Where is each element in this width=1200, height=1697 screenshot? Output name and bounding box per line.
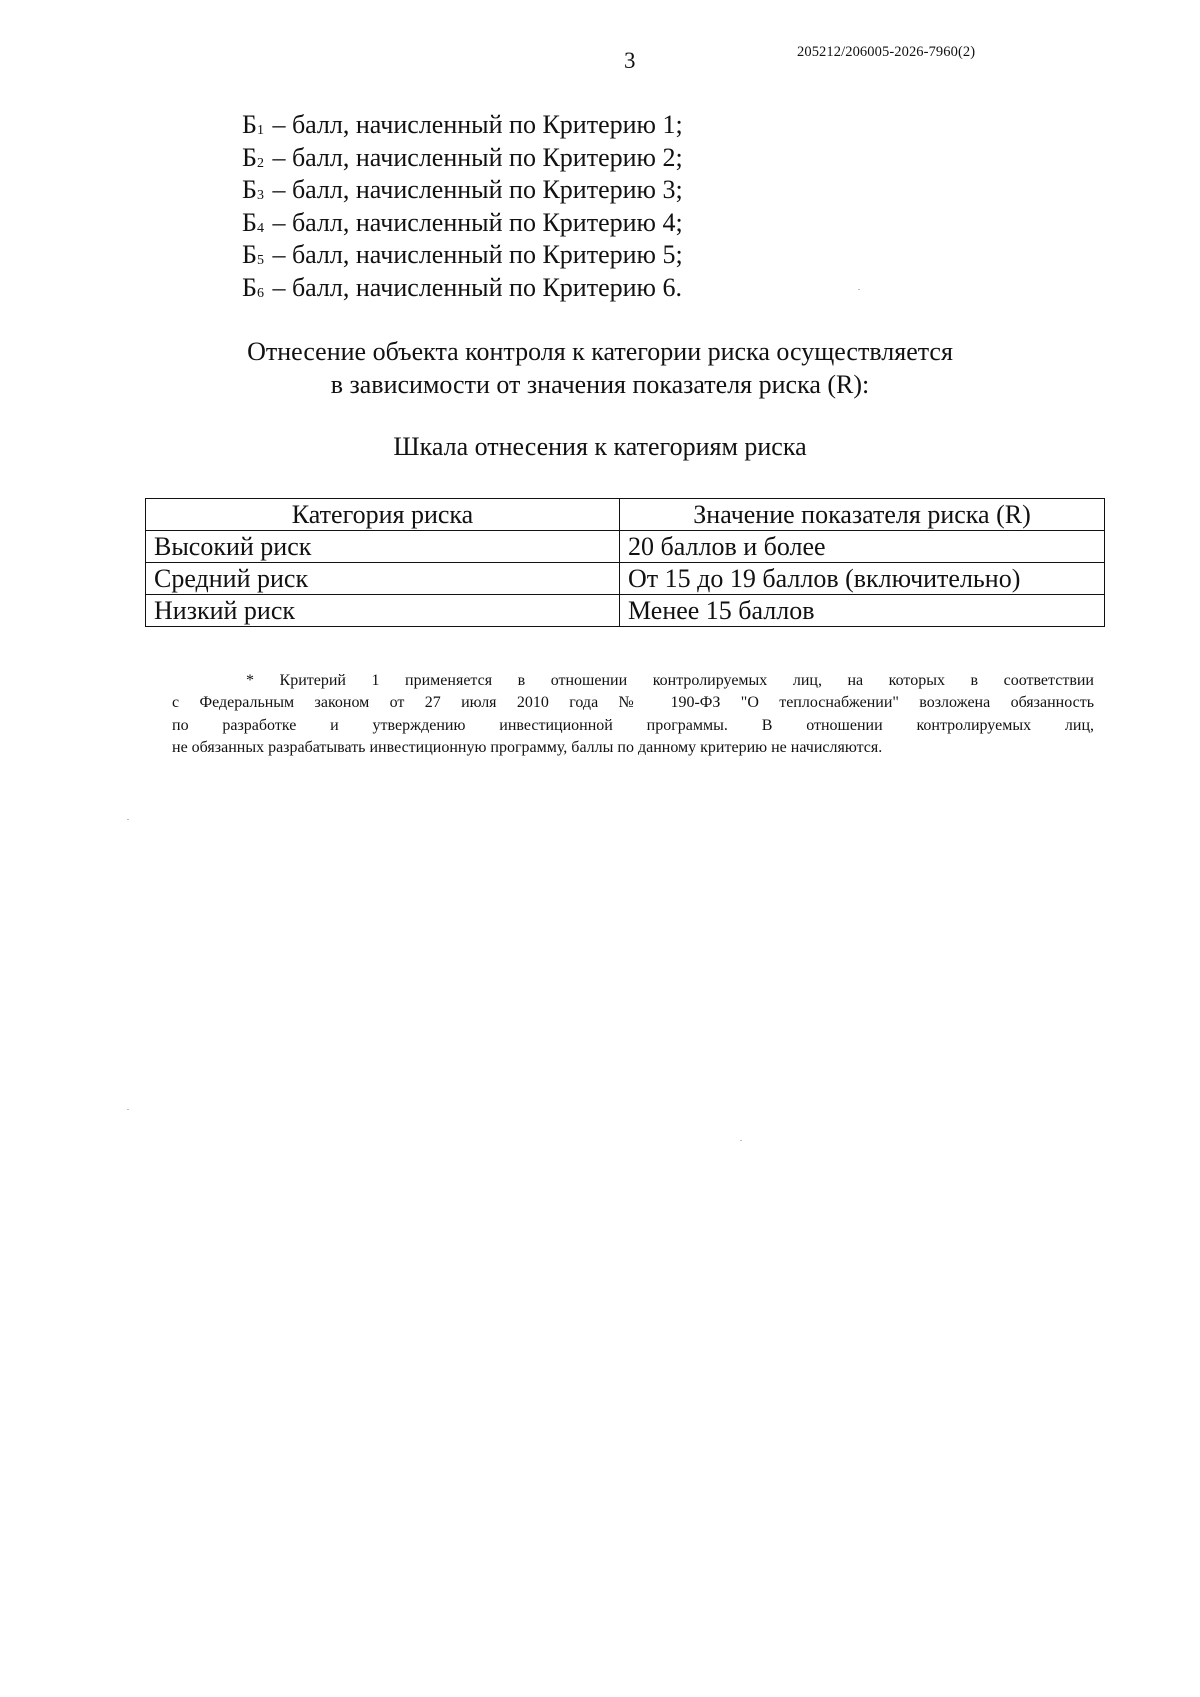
criteria-item bbox=[242, 207, 683, 240]
criteria-item bbox=[242, 109, 683, 142]
criteria-index: 3 bbox=[256, 188, 264, 203]
criteria-symbol: Б bbox=[242, 207, 257, 237]
table-row bbox=[146, 595, 1105, 627]
footnote-line: по разработке и утверждению инвестиционной программы. В отношении контролируемых лиц, bbox=[172, 716, 1094, 734]
footnote-line: не обязанных разрабатывать инвестиционную программу, баллы по данному критерию не начисляются. bbox=[172, 738, 883, 756]
scan-speck bbox=[127, 1109, 129, 1110]
footnote-line: * Критерий 1 применяется в отношении контролируемых лиц, на которых в соответствии bbox=[246, 672, 1094, 689]
assignment-line: Отнесение объекта контроля к категории риска осуществляется bbox=[247, 337, 953, 366]
criteria-text: – балл, начисленный по Критерию 6. bbox=[265, 272, 682, 302]
criteria-text: – балл, начисленный по Критерию 1; bbox=[265, 110, 683, 139]
footnote-line: с Федеральным законом от 27 июля 2010 года № 190-ФЗ "О теплоснабжении" возложена обязанность bbox=[172, 694, 1094, 712]
scan-speck bbox=[127, 819, 129, 820]
assignment-paragraph bbox=[150, 335, 1050, 401]
scan-speck bbox=[740, 1140, 742, 1141]
criteria-item bbox=[242, 272, 683, 305]
page-number: 3 bbox=[624, 48, 636, 73]
criteria-item bbox=[242, 174, 683, 207]
criteria-item bbox=[242, 142, 683, 175]
header-value: Значение показателя риска (R) bbox=[620, 499, 1105, 531]
criteria-index: 6 bbox=[256, 285, 264, 301]
scale-title: Шкала отнесения к категориям риска bbox=[393, 432, 807, 461]
assignment-line: в зависимости от значения показателя риска (R): bbox=[330, 370, 870, 399]
criteria-item bbox=[242, 239, 683, 272]
criteria-symbol: Б bbox=[242, 240, 257, 269]
document-code: 205212/206005-2026-7960(2) bbox=[797, 44, 976, 60]
risk-value-cell: Менее 15 баллов bbox=[620, 595, 1105, 627]
risk-category-cell: Средний риск bbox=[146, 563, 620, 595]
criteria-index: 5 bbox=[256, 253, 264, 268]
risk-value-cell: 20 баллов и более bbox=[620, 531, 1105, 563]
criteria-index: 1 bbox=[256, 123, 264, 138]
criteria-text: – балл, начисленный по Критерию 3; bbox=[265, 175, 683, 204]
criteria-index: 2 bbox=[256, 155, 264, 171]
criteria-list bbox=[242, 109, 683, 304]
table-header-row bbox=[146, 499, 1105, 531]
header-category: Категория риска bbox=[146, 499, 620, 531]
criteria-text: – балл, начисленный по Критерию 2; bbox=[265, 142, 683, 172]
risk-table bbox=[145, 498, 1105, 627]
risk-category-cell: Высокий риск bbox=[146, 531, 620, 563]
table-row bbox=[146, 531, 1105, 563]
footnote bbox=[172, 670, 1094, 759]
criteria-index: 4 bbox=[256, 220, 264, 236]
risk-category-cell: Низкий риск bbox=[146, 595, 620, 627]
criteria-text: – балл, начисленный по Критерию 4; bbox=[265, 207, 683, 237]
criteria-symbol: Б bbox=[242, 110, 257, 139]
table-row bbox=[146, 563, 1105, 595]
scan-speck bbox=[858, 289, 860, 290]
criteria-symbol: Б bbox=[242, 272, 257, 302]
criteria-symbol: Б bbox=[242, 175, 257, 204]
criteria-text: – балл, начисленный по Критерию 5; bbox=[265, 240, 683, 269]
risk-value-cell: От 15 до 19 баллов (включительно) bbox=[620, 563, 1105, 595]
criteria-symbol: Б bbox=[242, 142, 257, 172]
